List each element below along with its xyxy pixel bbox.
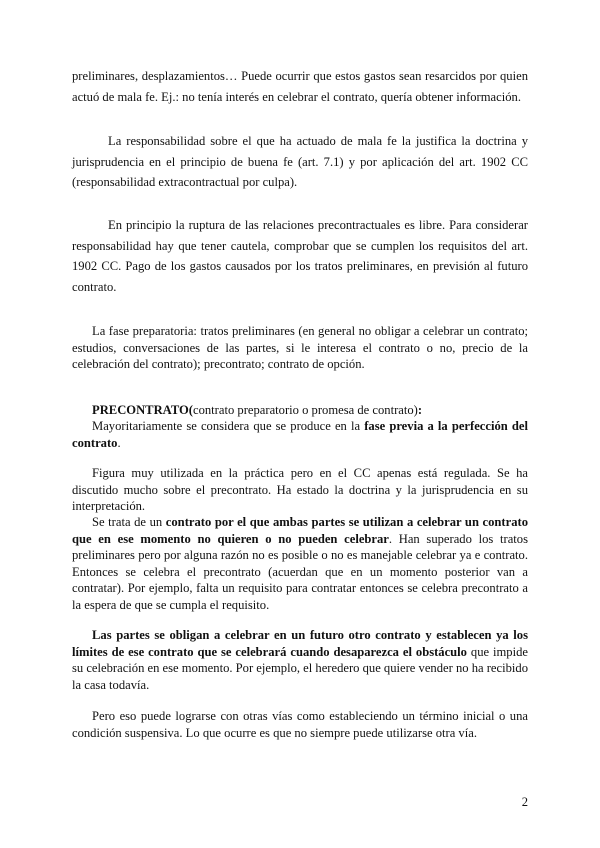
paragraph-text: En principio la ruptura de las relaciones precontractuales es libre. Para considerar responsabilidad hay que tener cautela, comprobar que se cumplen los requisitos del art. 1902 CC. Pago de los gastos causados por los tratos preliminares, en previsión al futuro contrato. — [72, 218, 528, 294]
paragraph-text: La responsabilidad sobre el que ha actuado de mala fe la justifica la doctrina y jurisprudencia en el principio de buena fe (art. 7.1) y por aplicación del art. 1902 CC (responsabilidad extracontractual por culpa). — [72, 134, 528, 189]
paragraph-fase-preparatoria — [72, 323, 528, 373]
page-number: 2 — [521, 795, 528, 809]
paragraph-text: Mayoritariamente se considera que se produce en la — [92, 419, 365, 433]
section-heading-precontrato — [72, 402, 528, 419]
paragraph-bold: fase previa a la perfección del contrato — [72, 419, 529, 450]
paragraph-responsabilidad — [72, 131, 528, 193]
paragraph-figura — [72, 465, 528, 515]
heading-rest: contrato preparatorio o promesa de contrato) — [193, 403, 418, 417]
paragraph-las-partes — [72, 627, 528, 693]
paragraph-text: . — [117, 435, 121, 450]
paragraph-se-trata — [72, 514, 528, 613]
paragraph-text: preliminares, desplazamientos… Puede ocurrir que estos gastos sean resarcidos por quien actuó de mala fe. Ej.: no tenía interés en celebrar el contrato, quería obtener información. — [72, 69, 528, 104]
paragraph-bold: Las partes se obligan a celebrar en un futuro otro contrato y establecen ya los límites de ese contrato que se celebrará cuando desaparezca el obstáculo — [72, 628, 528, 659]
paragraph-mayoritariamente — [72, 418, 528, 451]
paragraph-otras-vias — [72, 708, 528, 741]
paragraph-preliminares — [72, 66, 528, 107]
heading-colon: : — [417, 403, 423, 417]
paragraph-text: que impide su celebración en ese momento. Por ejemplo, el heredero que quiere vender no ha recibido la casa todavía. — [72, 644, 528, 692]
paragraph-ruptura — [72, 215, 528, 297]
heading-bold: PRECONTRATO — [92, 403, 189, 417]
paragraph-text: . Han superado los tratos preliminares pero por alguna razón no es posible o no es manejable celebrar ya e contrato. Entonces se celebra el precontrato (acuerdan que en un momento posterior van a contratar). Por ejemplo, falta un requisito para contratar entonces se celebra precontrato a la espera de que se cumpla el requisito. — [72, 531, 528, 612]
paragraph-bold: contrato por el que ambas partes se utilizan a celebrar un contrato que en ese momento no quieren o no pueden celebrar — [72, 515, 528, 546]
paragraph-text: Pero eso puede lograrse con otras vías como estableciendo un término inicial o una condición suspensiva. Lo que ocurre es que no siempre puede utilizarse otra vía. — [72, 709, 528, 740]
heading-paren: ( — [188, 403, 193, 417]
paragraph-text: Figura muy utilizada en la práctica pero en el CC apenas está regulada. Se ha discutido mucho sobre el precontrato. Ha estado la doctrina y la jurisprudencia en su interpretación. — [72, 466, 528, 513]
paragraph-text: Se trata de un — [92, 515, 166, 529]
paragraph-text: La fase preparatoria: tratos preliminares (en general no obligar a celebrar un contrato; estudios, conversaciones de las partes, si le interesa el contrato o no, precio de la celebración del contrato); precontrato; contrato de opción. — [72, 324, 528, 371]
